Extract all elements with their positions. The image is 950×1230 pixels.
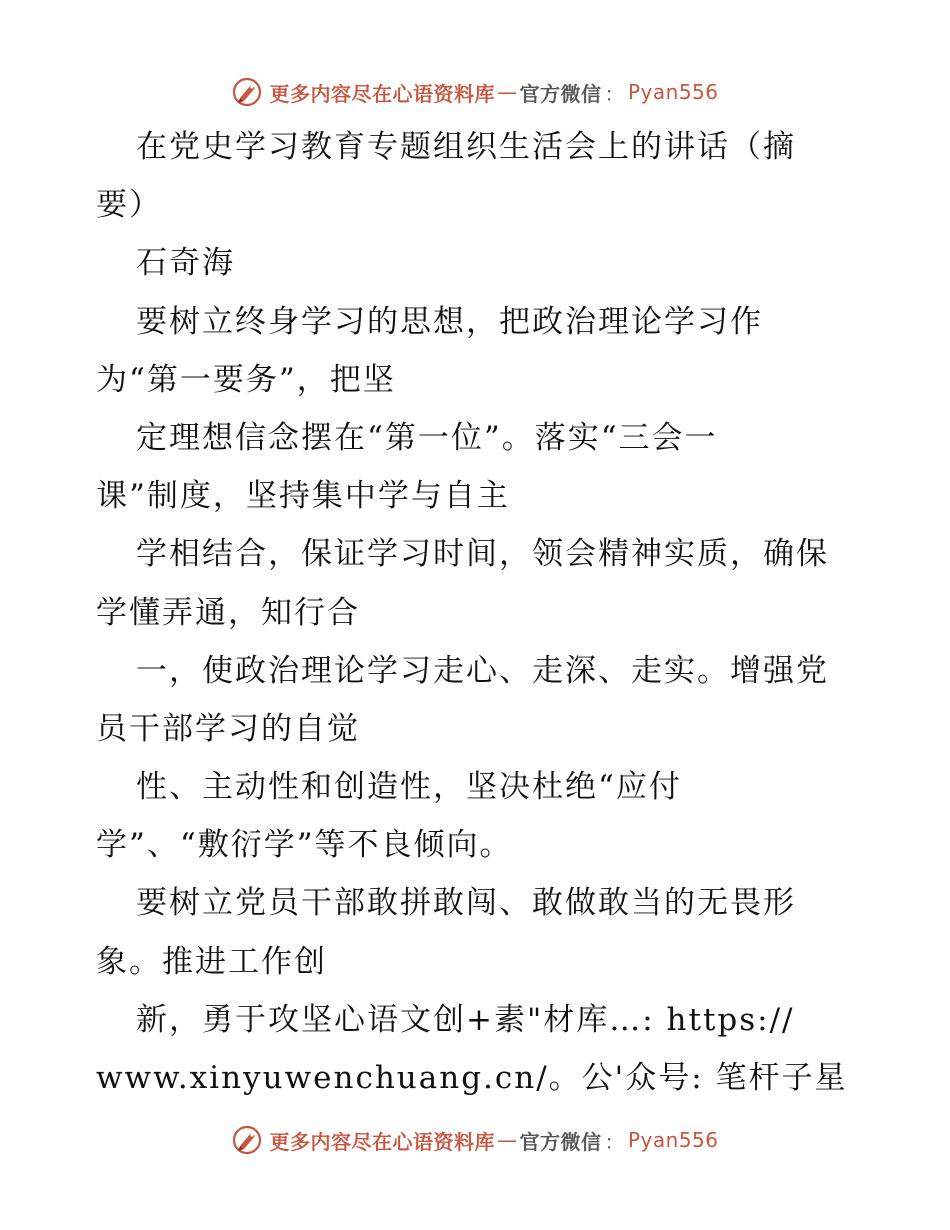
writing-logo-icon (231, 76, 263, 108)
header-watermark-banner (0, 70, 950, 114)
banner-wechat-id: Pyan556 (627, 1128, 719, 1152)
banner-label-text: 官方微信 (519, 81, 602, 106)
paragraph-line: 员干部学习的自觉 (96, 710, 360, 747)
footer-watermark-banner (0, 1118, 950, 1162)
paragraph-line: 为“第一要务”，把坚 (96, 361, 396, 398)
document-author: 石奇海 (136, 245, 235, 282)
paragraph-line: 定理想信念摆在“第一位”。落实“三会一 (136, 419, 718, 456)
banner-wechat-id: Pyan556 (627, 80, 719, 104)
banner-colon: ： (604, 81, 625, 106)
banner-separator: — (496, 80, 518, 104)
banner-main-text: 更多内容尽在心语资料库 (269, 81, 495, 106)
banner-colon: ： (604, 1129, 625, 1154)
paragraph-line: 性、主动性和创造性，坚决杜绝“应付 (136, 769, 682, 806)
paragraph-line: 要树立终身学习的思想，把政治理论学习作 (136, 303, 763, 340)
paragraph-line-with-url: 新，勇于攻坚心语文创+素"材库…: https:// (136, 1001, 795, 1038)
banner-main-text: 更多内容尽在心语资料库 (269, 1129, 495, 1154)
paragraph-line: 学”、“敷衍学”等不良倾向。 (96, 827, 513, 864)
paragraph-line: 学懂弄通，知行合 (96, 594, 360, 631)
banner-label-text: 官方微信 (519, 1129, 602, 1154)
document-title-line-2: 要） (96, 187, 162, 224)
document-body (96, 118, 856, 1107)
paragraph-line-url: www.xinyuwenchuang.cn/。公'众号: 笔杆子星 (96, 1060, 848, 1096)
banner-separator: — (496, 1128, 518, 1152)
document-title-line-1: 在党史学习教育专题组织生活会上的讲话（摘 (136, 129, 796, 165)
paragraph-line: 象。推进工作创 (96, 943, 327, 980)
writing-logo-icon (231, 1124, 263, 1156)
paragraph-line: 一，使政治理论学习走心、走深、走实。增强党 (136, 652, 829, 689)
paragraph-line: 要树立党员干部敢拼敢闯、敢做敢当的无畏形 (136, 885, 796, 922)
paragraph-line: 学相结合，保证学习时间，领会精神实质，确保 (136, 536, 829, 573)
paragraph-line: 课”制度，坚持集中学与自主 (96, 478, 510, 515)
